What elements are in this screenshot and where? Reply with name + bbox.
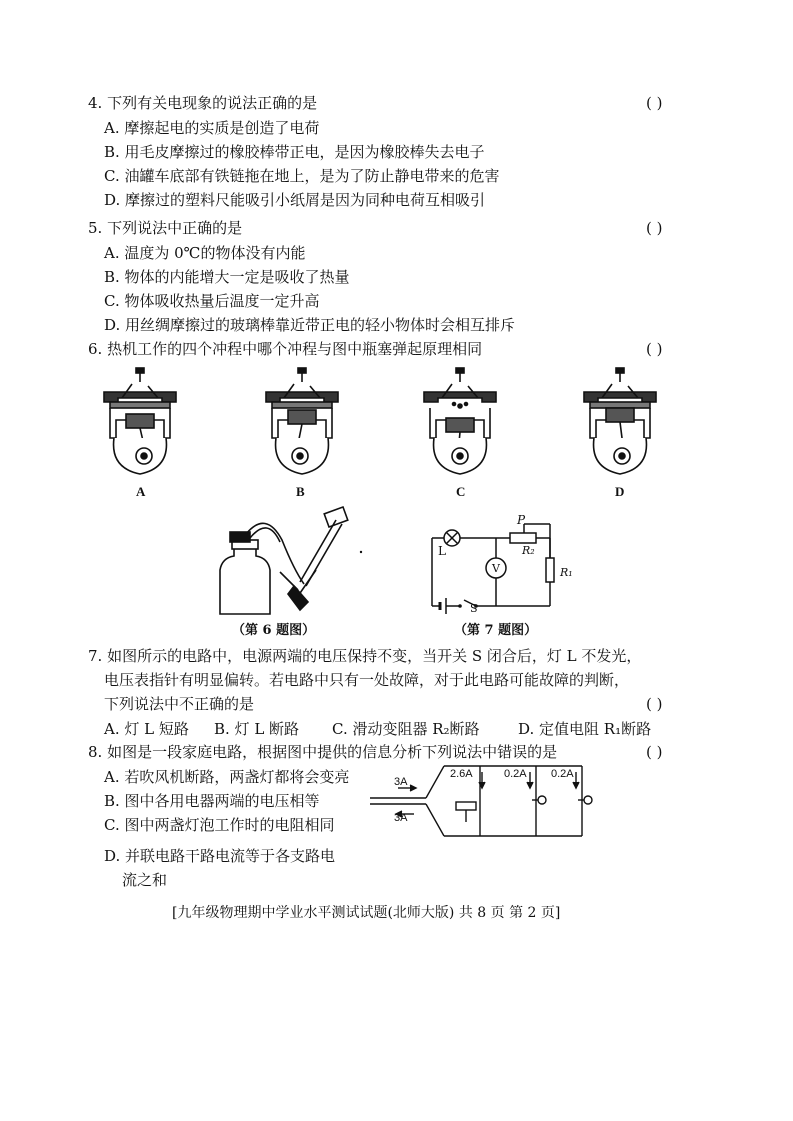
current-dryer: 2.6A [450,768,473,780]
engine-label-c: C [456,484,466,499]
q7-stem-line-2: 电压表指针有明显偏转。若电路中只有一处故障，对于此电路可能故障的判断， [104,671,630,689]
circuit-label-v: V [492,562,500,575]
q7-option-c: C. 滑动变阻器 R₂断路 [332,720,480,738]
q5-option-a: A. 温度为 0℃的物体没有内能 [104,244,306,262]
q8-option-b: B. 图中各用电器两端的电压相等 [104,792,320,810]
q4-option-a: A. 摩擦起电的实质是创造了电荷 [104,119,320,137]
engine-diagram-a [100,368,180,480]
circuit-label-r1: R₁ [560,566,573,579]
q4-option-b: B. 用毛皮摩擦过的橡胶棒带正电，是因为橡胶棒失去电子 [104,143,485,161]
circuit-label-l: L [438,544,446,558]
circuit-label-p: P [517,513,526,527]
q4-answer-paren: ( ) [646,94,663,112]
q7-option-b: B. 灯 L 断路 [214,720,300,738]
engine-diagram-d [580,368,660,480]
q4-option-c: C. 油罐车底部有铁链拖在地上，是为了防止静电带来的危害 [104,167,500,185]
q5-answer-paren: ( ) [646,219,663,237]
current-main-out: 3A [394,812,408,824]
q5-option-b: B. 物体的内能增大一定是吸收了热量 [104,268,350,286]
q5-option-c: C. 物体吸收热量后温度一定升高 [104,292,320,310]
q7-option-d: D. 定值电阻 R₁断路 [518,720,652,738]
q7-stem-line-3: 下列说法中不正确的是 [104,695,255,713]
engine-label-b: B [296,484,305,499]
engine-label-a: A [136,484,146,499]
current-lamp-1: 0.2A [504,768,527,780]
q6-figure-caption: （第 6 题图） [232,623,316,638]
engine-diagram-b [262,368,342,480]
q7-option-a: A. 灯 L 短路 [104,720,189,738]
engine-diagram-c [420,368,500,480]
q8-option-c: C. 图中两盏灯泡工作时的电阻相同 [104,816,335,834]
q5-stem: 5. 下列说法中正确的是 [88,219,243,237]
q5-option-d: D. 用丝绸摩擦过的玻璃棒靠近带正电的轻小物体时会相互排斥 [104,316,516,334]
q8-option-d-continued: 流之和 [122,871,168,889]
q6-stem: 6. 热机工作的四个冲程中哪个冲程与图中瓶塞弹起原理相同 [88,340,483,358]
q6-answer-paren: ( ) [646,340,663,358]
q8-stem: 8. 如图是一段家庭电路，根据图中提供的信息分析下列说法中错误的是 [88,743,558,761]
bottle-cork-apparatus [206,510,366,620]
q4-stem: 4. 下列有关电现象的说法正确的是 [88,94,318,112]
q8-option-d: D. 并联电路干路电流等于各支路电 [104,847,336,865]
q4-option-d: D. 摩擦过的塑料尺能吸引小纸屑是因为同种电荷互相吸引 [104,191,486,209]
engine-label-d: D [615,484,625,499]
current-lamp-2: 0.2A [551,768,574,780]
current-main-in: 3A [394,776,408,788]
q7-stem-line-1: 7. 如图所示的电路中，电源两端的电压保持不变，当开关 S 闭合后，灯 L 不发光， [88,647,642,665]
q7-answer-paren: ( ) [646,695,663,713]
page-footer: [九年级物理期中学业水平测试试题(北师大版) 共 8 页 第 2 页] [172,905,561,921]
q7-figure-caption: （第 7 题图） [454,623,538,638]
circuit-label-s: S [470,602,478,615]
circuit-label-r2: R₂ [522,544,535,557]
q8-answer-paren: ( ) [646,743,663,761]
q8-option-a: A. 若吹风机断路，两盏灯都将会变亮 [104,768,350,786]
